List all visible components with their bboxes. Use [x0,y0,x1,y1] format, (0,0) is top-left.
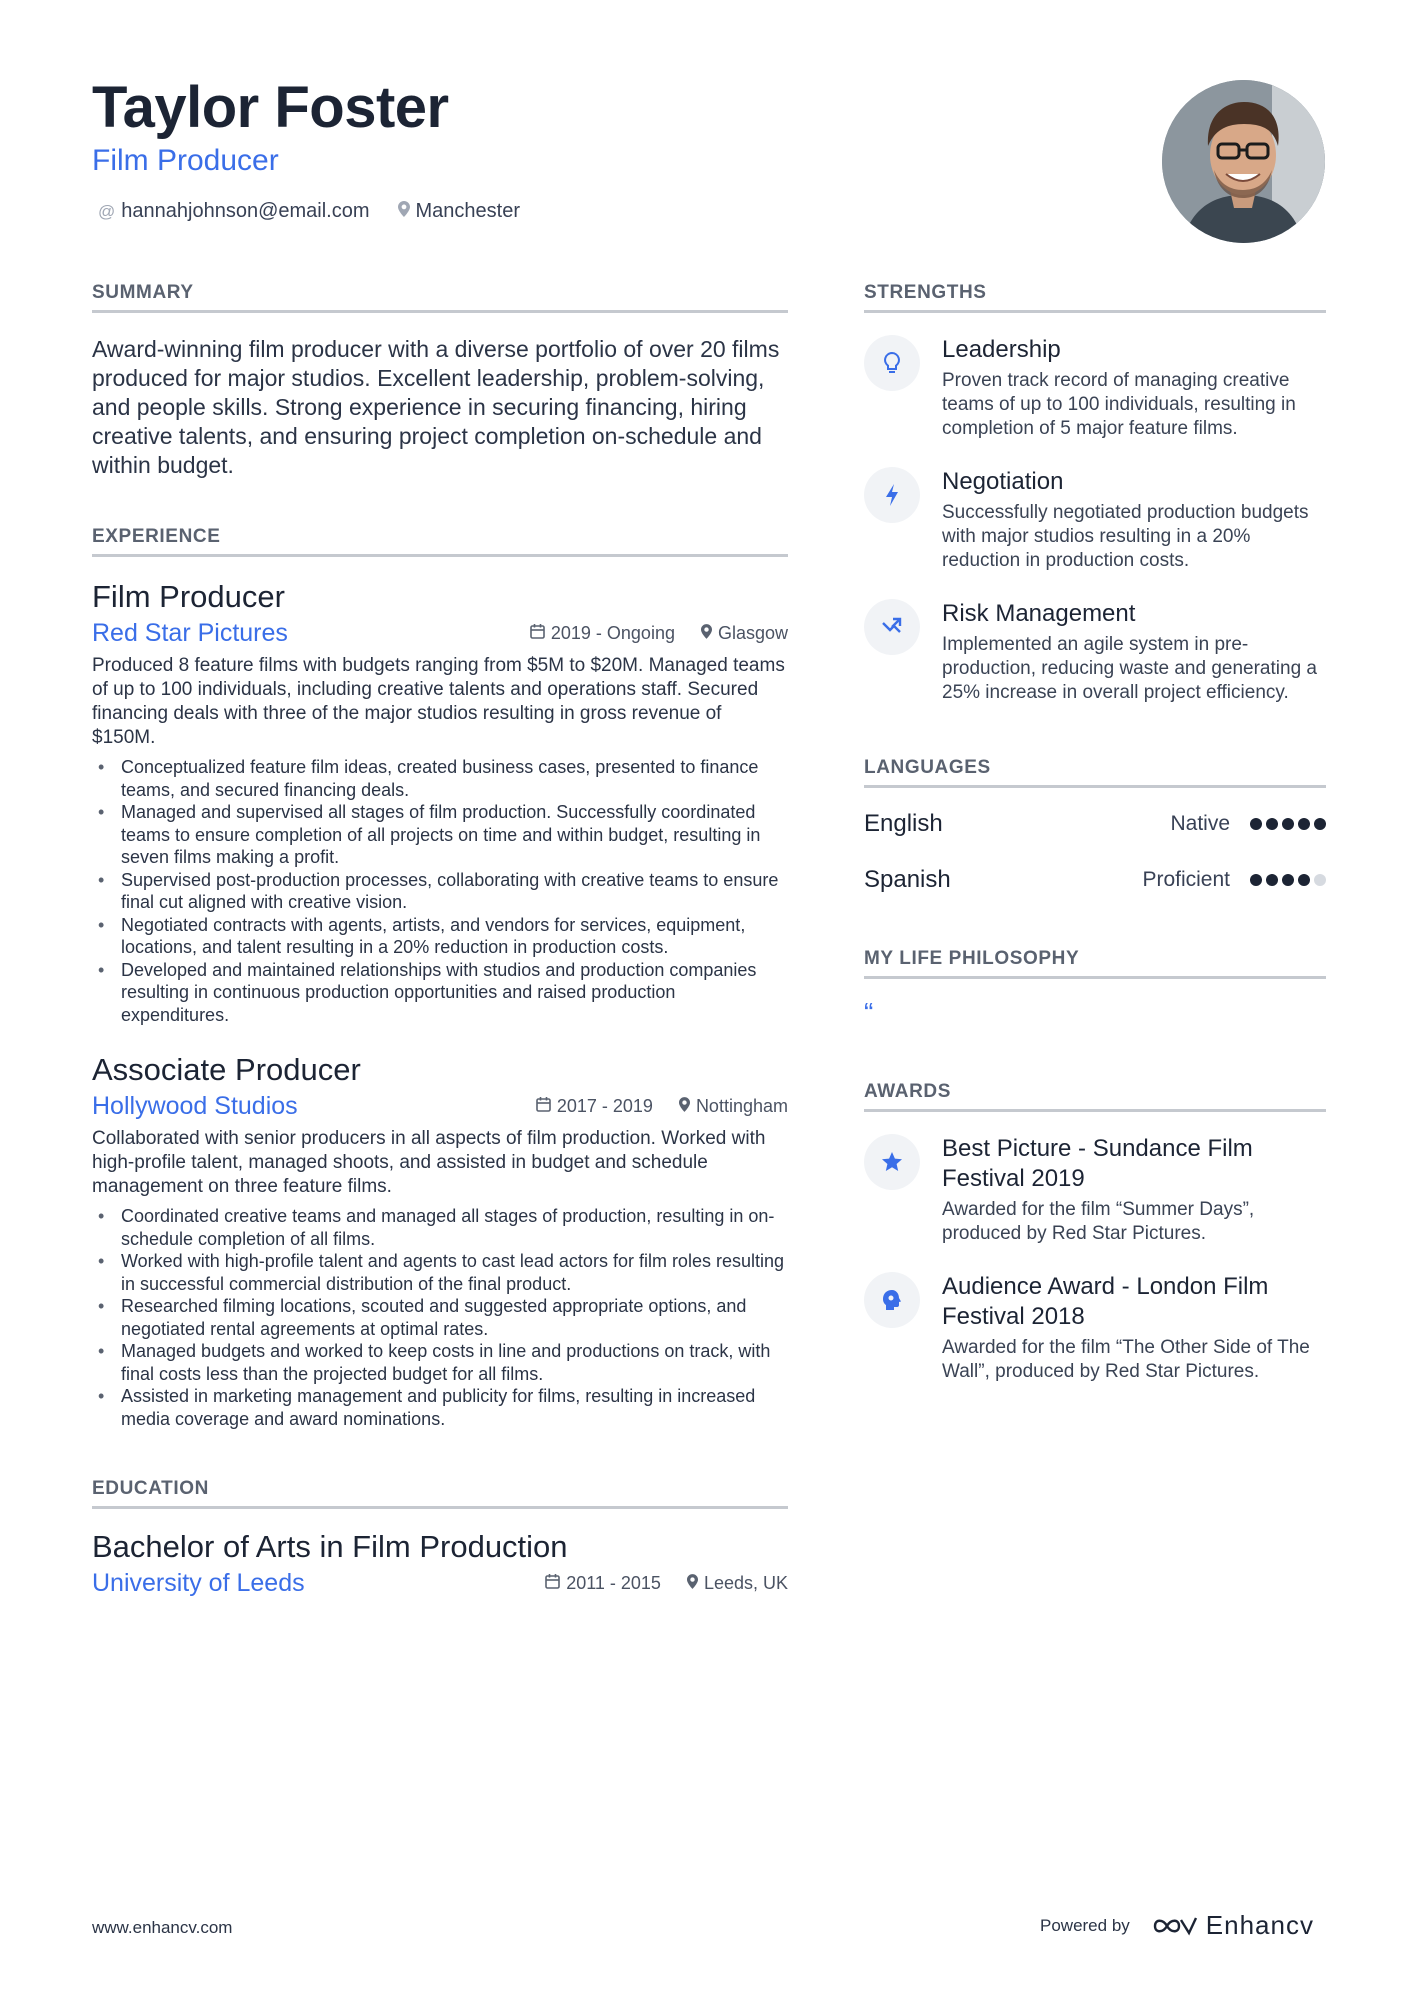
quote-mark-icon: “ [864,997,874,1028]
award-desc: Awarded for the film “Summer Days”, produced by Red Star Pictures. [942,1199,1255,1244]
language-name: English [864,810,943,837]
rating-dot-filled [1250,818,1262,830]
company-name[interactable]: Hollywood Studios [92,1092,298,1120]
rating-dot-filled [1298,874,1310,886]
job-meta-right [530,623,788,644]
language-row [864,852,1326,908]
rating-dot-filled [1282,818,1294,830]
dates-text: 2019 - Ongoing [550,623,675,643]
awards-heading: AWARDS [864,1081,1326,1112]
right-column [864,282,1326,1384]
strength-desc: Proven track record of managing creative teams of up to 100 individuals, resulting in completion of 5 major feature films. [942,370,1296,439]
left-column [92,282,788,1598]
degree-title: Bachelor of Arts in Film Production [92,1529,568,1564]
location-text: Leeds, UK [703,1573,788,1593]
language-row [864,796,1326,852]
strength-desc: Implemented an agile system in pre-production, reducing waste and generating a 25% increase in overall project efficiency. [942,634,1317,703]
strength-body [942,335,1326,441]
award-title: Audience Award - London Film Festival 2018 [942,1273,1269,1330]
job-description: Produced 8 feature films with budgets ranging from $5M to $20M. Managed teams of up to 100 individuals, including creative talents and operations staff. Secured financing deals with three of the major studios resulting in gross revenue of $150M. [92,655,785,748]
education-entry [92,1529,788,1598]
school-name[interactable]: University of Leeds [92,1569,305,1597]
strength-item [864,467,1326,573]
philosophy-heading: MY LIFE PHILOSOPHY [864,948,1326,979]
pin-icon [687,1574,698,1594]
bullet-item: • Managed and supervised all stages of film production. Successfully coordinated teams to ensure completion of all projects on time and within budget, resulting in seven films making a profit. [92,801,788,869]
job-bullets [92,756,788,1026]
job-entry [92,1052,788,1430]
contact-bar [98,200,520,223]
brand-name: Enhancv [1205,1910,1314,1940]
pin-icon [679,1097,690,1117]
summary-text: Award-winning film producer with a diverse portfolio of over 20 films produced for major studios. Excellent leadership, problem-solving, and people skills. Strong experience in securing financing, hiring creative talents, and ensuring project completion on-schedule and within budget. [92,336,780,478]
location-text: Glasgow [717,623,788,643]
language-rating [1250,818,1326,830]
education-meta-right [545,1573,788,1594]
job-dates [530,623,675,644]
job-location [701,623,788,644]
job-meta-right [536,1096,788,1117]
job-dates [536,1096,653,1117]
bullet-item: • Conceptualized feature film ideas, created business cases, presented to finance teams, and secured financing deals. [92,756,788,801]
bullet-item: • Worked with high-profile talent and agents to cast lead actors for film roles resulting in successful commercial distribution of the final product. [92,1250,788,1295]
job-location [679,1096,788,1117]
rating-dot-filled [1266,874,1278,886]
job-bullets [92,1205,788,1430]
job-title: Associate Producer [92,1052,361,1087]
award-body [942,1134,1326,1246]
powered-by-label: Powered by [1040,1915,1130,1935]
language-rating [1250,874,1326,886]
languages-heading: LANGUAGES [864,757,1326,788]
calendar-icon [536,1096,551,1117]
contact-location [398,200,521,223]
candidate-name: Taylor Foster [92,75,449,140]
lightbulb-icon [864,335,920,391]
languages-list [864,796,1326,908]
bullet-item: • Coordinated creative teams and managed all stages of production, resulting in on-schedule completion of all films. [92,1205,788,1250]
bullet-item: • Assisted in marketing management and publicity for films, resulting in increased media coverage and award nominations. [92,1385,788,1430]
bullet-item: • Supervised post-production processes, collaborating with creative teams to ensure final cut aligned with creative vision. [92,869,788,914]
profile-photo [1162,80,1325,243]
strength-item [864,335,1326,441]
email-text: hannahjohnson@email.com [121,200,370,222]
strength-desc: Successfully negotiated production budgets with major studios resulting in a 20% reduction in production costs. [942,502,1309,571]
award-item [864,1272,1326,1384]
bullet-item: • Managed budgets and worked to keep costs in line and productions on track, with final costs less than the projected budget for all films. [92,1340,788,1385]
bolt-icon [864,467,920,523]
calendar-icon [545,1573,560,1594]
strength-title: Leadership [942,336,1061,363]
footer-website[interactable]: www.enhancv.com [92,1918,233,1937]
job-entry [92,579,788,1026]
bullet-item: • Negotiated contracts with agents, artists, and vendors for services, equipment, locations, and talent resulting in a 20% reduction in production costs. [92,914,788,959]
strength-title: Negotiation [942,468,1064,495]
language-level: Native [1170,812,1230,835]
at-icon: @ [98,201,116,221]
strength-body [942,599,1326,705]
dates-text: 2011 - 2015 [566,1573,661,1593]
strength-title: Risk Management [942,600,1136,627]
experience-heading: EXPERIENCE [92,526,788,557]
pin-icon [701,624,712,644]
contact-email[interactable] [98,200,370,223]
bullet-item: • Developed and maintained relationships with studios and production companies resulting in continuous production opportunities and raised production expenditures. [92,959,788,1027]
rating-dot-filled [1314,818,1326,830]
bullet-item: • Researched filming locations, scouted and suggested appropriate options, and negotiated rental agreements at optimal rates. [92,1295,788,1340]
education-meta [92,1569,788,1598]
star-icon [864,1134,920,1190]
strengths-heading: STRENGTHS [864,282,1326,313]
language-name: Spanish [864,866,951,893]
trend-arrow-icon [864,599,920,655]
award-item [864,1134,1326,1246]
location-text: Nottingham [695,1096,788,1116]
award-body [942,1272,1326,1384]
job-meta [92,1092,788,1121]
job-description: Collaborated with senior producers in all aspects of film production. Worked with high-profile talent, managed shoots, and assisted in budget and schedule management on three feature films. [92,1128,766,1197]
pin-icon [398,201,410,222]
location-text: Manchester [415,200,520,222]
award-title: Best Picture - Sundance Film Festival 2019 [942,1135,1253,1192]
job-meta [92,619,788,648]
award-desc: Awarded for the film “The Other Side of The Wall”, produced by Red Star Pictures. [942,1337,1310,1382]
rating-dot-empty [1314,874,1326,886]
brand-logo[interactable] [1152,1910,1314,1941]
language-level: Proficient [1142,868,1230,891]
company-name[interactable]: Red Star Pictures [92,619,288,647]
education-location [687,1573,788,1594]
rating-dot-filled [1282,874,1294,886]
strength-body [942,467,1326,573]
candidate-role: Film Producer [92,144,279,177]
rating-dot-filled [1298,818,1310,830]
summary-heading: SUMMARY [92,282,788,313]
head-icon [864,1272,920,1328]
enhancv-logo-icon [1152,1914,1198,1938]
footer-branding [1040,1910,1314,1941]
language-level-group [1170,812,1326,836]
rating-dot-filled [1250,874,1262,886]
education-dates [545,1573,661,1594]
language-level-group [1142,868,1326,892]
job-title: Film Producer [92,579,285,614]
calendar-icon [530,623,545,644]
strength-item [864,599,1326,705]
dates-text: 2017 - 2019 [556,1096,653,1116]
rating-dot-filled [1266,818,1278,830]
education-heading: EDUCATION [92,1478,788,1509]
